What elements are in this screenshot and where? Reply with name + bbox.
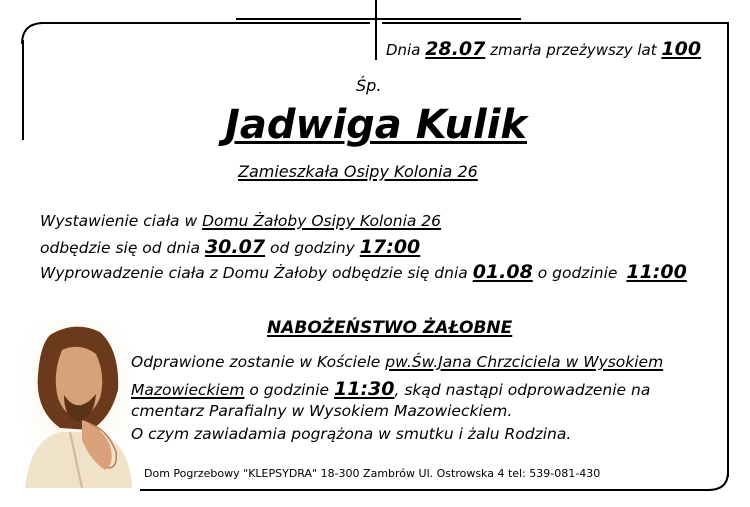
praying-jesus-image	[20, 320, 135, 488]
viewing-date: 30.07	[204, 236, 266, 258]
service-line-4: O czym zawiadamia pogrążona w smutku i żalu Rodzina.	[131, 425, 572, 443]
departure-time: 11:00	[626, 261, 687, 283]
frame-top-right	[382, 22, 727, 24]
cross-vertical	[375, 0, 377, 60]
service-suffix: , skąd nastąpi odprowadzenie na	[394, 381, 651, 399]
frame-corner-left	[20, 20, 45, 45]
church-town: Mazowieckiem	[131, 381, 245, 399]
departure-date: 01.08	[472, 261, 533, 283]
service-time-prefix: o godzinie	[249, 381, 330, 399]
frame-right	[727, 22, 729, 477]
viewing-place: Domu Żałoby Osipy Kolonia 26	[202, 212, 442, 230]
service-line-3: cmentarz Parafialny w Wysokiem Mazowieckiem.	[131, 402, 513, 420]
death-info-prefix: Dnia	[386, 41, 421, 59]
service-time: 11:30	[334, 378, 395, 400]
cross-horizontal	[236, 18, 521, 20]
viewing-time-prefix: od godziny	[270, 239, 355, 257]
death-info-mid: zmarła przeżywszy lat	[490, 41, 657, 59]
church-name: pw.Św.Jana Chrzciciela w Wysokiem	[385, 353, 664, 371]
honorific: Śp.	[356, 76, 382, 95]
frame-left	[22, 40, 24, 140]
age: 100	[661, 38, 702, 60]
frame-corner-right	[705, 472, 731, 494]
departure-time-prefix: o godzinie	[537, 264, 618, 282]
service-line-1	[131, 353, 663, 371]
viewing-line-2	[40, 236, 420, 258]
viewing-time: 17:00	[359, 236, 421, 258]
viewing-line-1	[40, 212, 441, 230]
departure-prefix: Wyprowadzenie ciała z Domu Żałoby odbędzie się dnia	[40, 264, 468, 282]
viewing-date-prefix: odbędzie się od dnia	[40, 239, 201, 257]
funeral-home-footer: Dom Pogrzebowy "KLEPSYDRA" 18-300 Zambrów Ul. Ostrowska 4 tel: 539-081-430	[144, 467, 601, 480]
death-info-line	[386, 38, 701, 60]
death-date: 28.07	[425, 38, 486, 60]
service-prefix: Odprawione zostanie w Kościele	[131, 353, 381, 371]
service-line-2	[131, 378, 650, 400]
service-heading: NABOŻEŃSTWO ŻAŁOBNE	[267, 318, 513, 338]
frame-top-left	[40, 22, 370, 24]
viewing-prefix: Wystawienie ciała w	[40, 212, 198, 230]
address: Zamieszkała Osipy Kolonia 26	[238, 162, 478, 181]
frame-bottom	[140, 489, 710, 491]
viewing-line-3	[40, 261, 687, 283]
deceased-name: Jadwiga Kulik	[225, 102, 528, 148]
